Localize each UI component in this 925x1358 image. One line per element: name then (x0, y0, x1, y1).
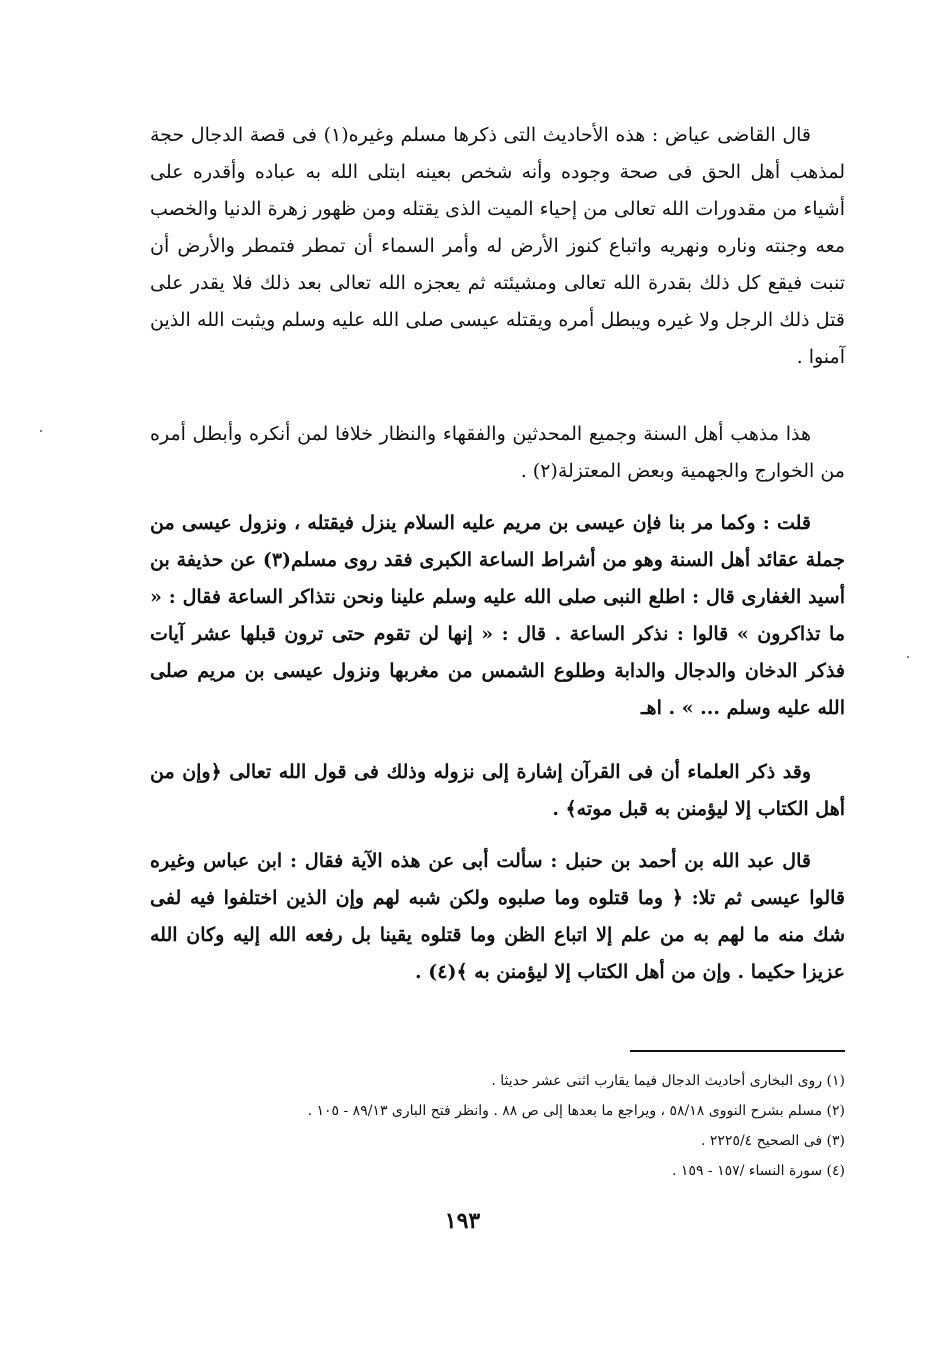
paragraph-qadi-iyad (150, 117, 845, 376)
footnote-divider (630, 1050, 845, 1052)
footnote-4: (٤) سورة النساء /١٥٧ - ١٥٩ . (672, 1163, 845, 1179)
page-number: ١٩٣ (444, 1208, 481, 1234)
scan-speck (907, 656, 909, 658)
paragraph-quran-reference (150, 754, 845, 828)
paragraph-text: وقد ذكر العلماء أن فى القرآن إشارة إلى نزوله وذلك فى قول الله تعالى ﴿وإن من أهل الكتاب إلا ليؤمنن به قبل موته﴾ . (150, 761, 845, 820)
paragraph-ahl-sunnah (150, 416, 845, 490)
footnote-2: (٢) مسلم بشرح النووى ٥٨/١٨ ، ويراجع ما بعدها إلى ص ٨٨ . وانظر فتح البارى ٨٩/١٣ - ١٠٥ . (307, 1103, 845, 1119)
paragraph-text: هذا مذهب أهل السنة وجميع المحدثين والفقهاء والنظار خلافا لمن أنكره وأبطل أمره من الخوارج والجهمية وبعض المعتزلة(٢) . (150, 423, 845, 482)
footnote-1: (١) روى البخارى أحاديث الدجال فيما يقارب اثنى عشر حديثا . (491, 1073, 845, 1089)
scan-speck (40, 430, 42, 432)
paragraph-abdullah-ibn-ahmad (150, 843, 845, 991)
paragraph-text: قال القاضى عياض : هذه الأحاديث التى ذكرها مسلم وغيره(١) فى قصة الدجال حجة لمذهب أهل الحق فى صحة وجوده وأنه شخص بعينه ابتلى الله به عباده وأقدره على أشياء من مقدورات الله تعالى من إحياء الميت الذى يقتله ومن ظهور زهرة الدنيا والخصب معه وجنته وناره ونهريه واتباع كنوز الأرض له وأمر السماء أن تمطر فتمطر والأرض أن تنبت فيقع كل ذلك بقدرة الله تعالى ومشيئته ثم يعجزه الله تعالى بعد ذلك فلا يقدر على قتل ذلك الرجل ولا غيره ويبطل أمره ويقتله عيسى صلى الله عليه وسلم ويثبت الله الذين آمنوا . (150, 124, 845, 368)
paragraph-nuzul-isa (150, 505, 845, 727)
footnotes-section (150, 1066, 845, 1186)
footnote-3: (٣) فى الصحيح ٢٢٢٥/٤ . (700, 1133, 845, 1149)
paragraph-text: قال عبد الله بن أحمد بن حنبل : سألت أبى عن هذه الآية فقال : ابن عباس وغيره قالوا عيسى ثم تلا: ﴿ وما قتلوه وما صلبوه ولكن شبه لهم وإن الذين اختلفوا فيه لفى شك منه ما لهم به من علم إلا اتباع الظن وما قتلوه يقينا بل رفعه الله إليه وكان الله عزيزا حكيما . وإن من أهل الكتاب إلا ليؤمنن به ﴾(٤) . (150, 850, 845, 983)
paragraph-text: قلت : وكما مر بنا فإن عيسى بن مريم عليه السلام ينزل فيقتله ، ونزول عيسى من جملة عقائد أهل السنة وهو من أشراط الساعة الكبرى فقد روى مسلم(٣) عن حذيفة بن أسيد الغفارى قال : اطلع النبى صلى الله عليه وسلم علينا ونحن نتذاكر الساعة فقال : « ما تذاكرون » قالوا : نذكر الساعة . قال : « إنها لن تقوم حتى ترون قبلها عشر آيات فذكر الدخان والدجال والدابة وطلوع الشمس من مغربها ونزول عيسى بن مريم صلى الله عليه وسلم ... » . اهـ (150, 512, 845, 719)
